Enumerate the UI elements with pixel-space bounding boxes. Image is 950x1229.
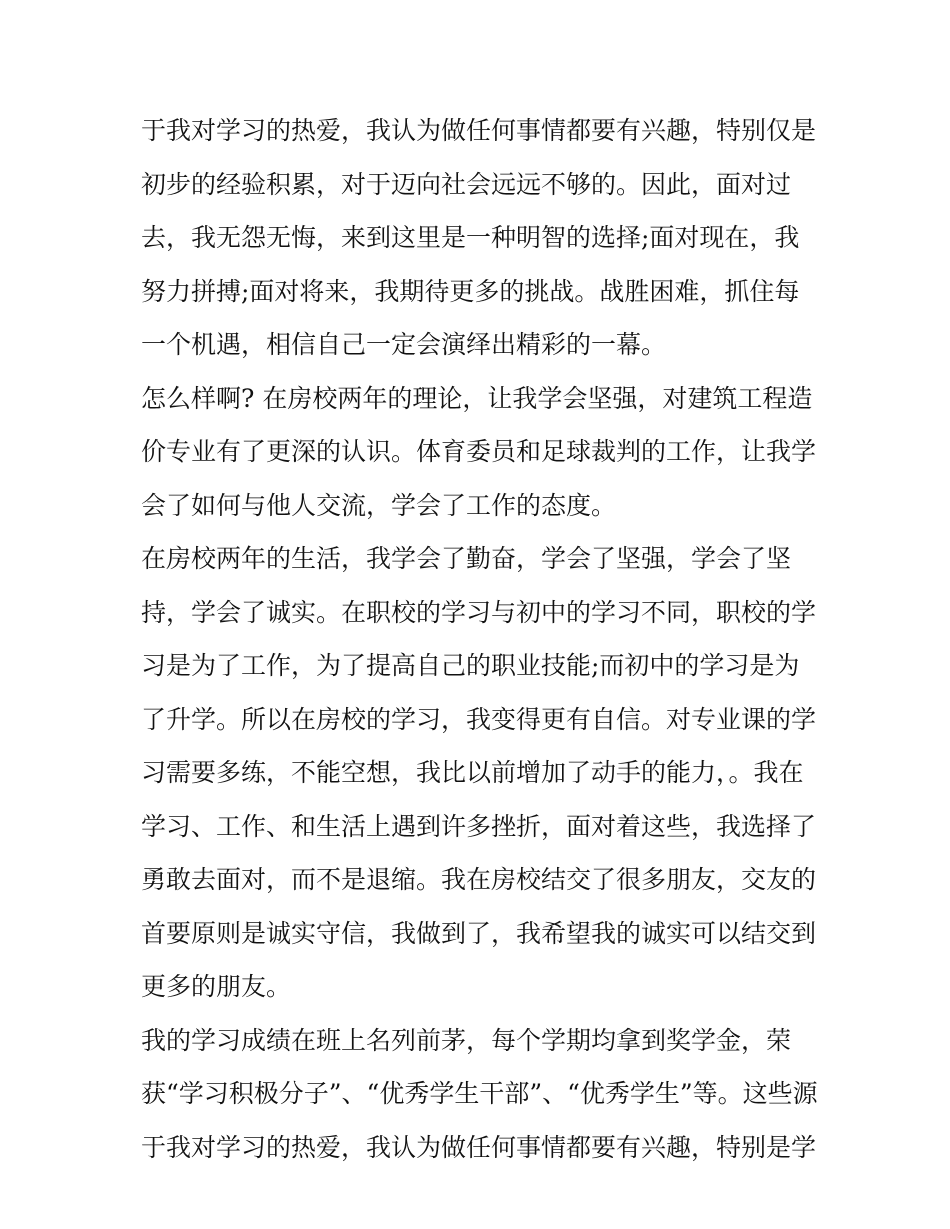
text-line: 习需要多练，不能空想，我比以前增加了动手的能力，。我在 [141,758,804,787]
text-line: 会了如何与他人交流，学会了工作的态度。 [141,490,617,520]
text-line: 一个机遇，相信自己一定会演绎出精彩的一幕。 [141,330,667,359]
text-line: 去，我无怨无悔，来到这里是一种明智的选择;面对现在，我 [141,223,800,252]
text-line: 初步的经验积累，对于迈向社会远远不够的。因此，面对过 [141,169,792,199]
text-line: 努力拼搏;面对将来，我期待更多的挑战。战胜困难，抓住每 [141,276,800,306]
text-line: 学习、工作、和生活上遇到许多挫折，面对着这些，我选择了 [141,811,817,841]
text-line: 获“学习积极分子”、“优秀学生干部”、“优秀学生”等。这些源 [141,1079,818,1108]
text-line: 价专业有了更深的认识。体育委员和足球裁判的工作，让我学 [141,437,817,466]
text-line: 怎么样啊? 在房校两年的理论，让我学会坚强，对建筑工程造 [141,383,813,413]
text-line: 首要原则是诚实守信，我做到了，我希望我的诚实可以结交到 [141,918,817,948]
text-line: 于我对学习的热爱，我认为做任何事情都要有兴趣，特别是学 [141,1132,817,1162]
text-line: 于我对学习的热爱，我认为做任何事情都要有兴趣，特别仅是 [141,116,817,145]
document-body [141,104,821,1174]
text-line: 在房校两年的生活，我学会了勤奋，学会了坚强，学会了坚 [141,544,792,573]
text-line: 了升学。所以在房校的学习，我变得更有自信。对专业课的学 [141,704,817,734]
text-line: 持，学会了诚实。在职校的学习与初中的学习不同，职校的学 [141,597,817,627]
text-line: 习是为了工作，为了提高自己的职业技能;而初中的学习是为 [141,651,800,680]
text-line: 我的学习成绩在班上名列前茅，每个学期均拿到奖学金，荣 [141,1025,792,1055]
text-line: 勇敢去面对，而不是退缩。我在房校结交了很多朋友，交友的 [141,865,817,894]
text-line: 更多的朋友。 [141,972,292,1001]
